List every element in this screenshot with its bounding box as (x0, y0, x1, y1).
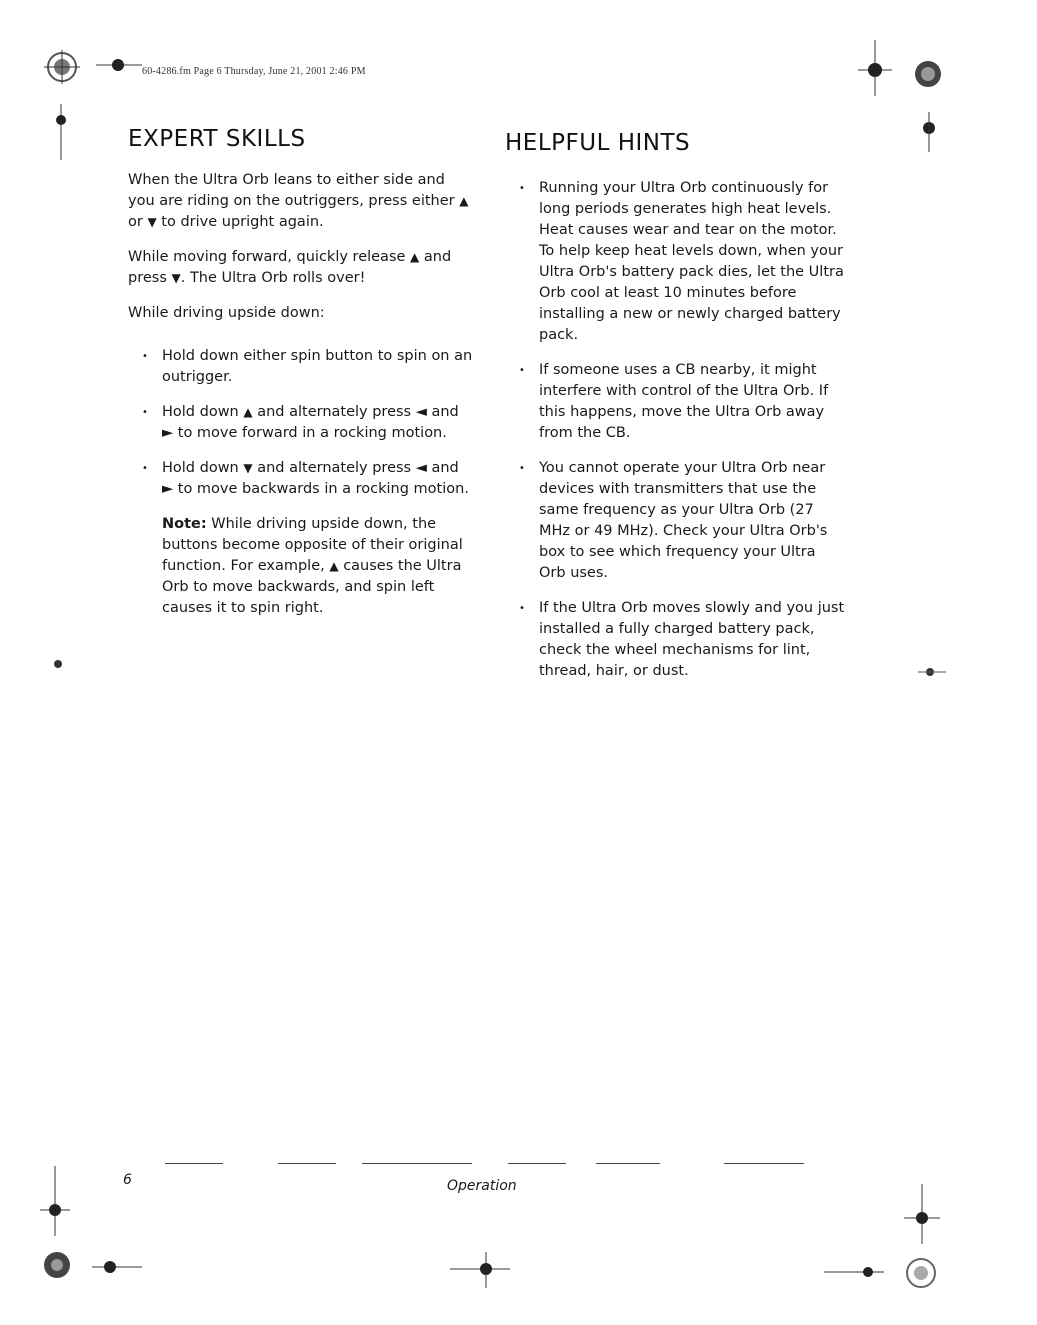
expert-paragraph-2: While moving forward, quickly release ▲ and press ▼. The Ultra Orb rolls over! (128, 249, 452, 286)
crosshair-mark-bottom-center (450, 1252, 510, 1288)
up-arrow-icon: ▲ (243, 405, 253, 419)
registration-mark-top-right (908, 56, 948, 92)
left-arrow-icon: ◄ (415, 460, 427, 476)
crosshair-mark-right-upper (914, 112, 944, 152)
crosshair-mark-bottom-left-2 (92, 1256, 142, 1278)
right-arrow-icon: ► (162, 425, 174, 441)
footer-rule (508, 1163, 566, 1164)
registration-mark-top-left (40, 48, 84, 86)
crosshair-mark-left-upper (46, 104, 76, 160)
left-arrow-icon: ◄ (415, 404, 427, 420)
footer-rule (362, 1163, 472, 1164)
footer-section-title: Operation (447, 1178, 517, 1194)
list-item: • If someone uses a CB nearby, it might interfere with control of the Ultra Orb. If this happens, move the Ultra Orb away from the CB. (539, 360, 845, 444)
crosshair-mark-right-middle (918, 662, 946, 682)
registration-mark-bottom-left (40, 1248, 74, 1282)
expert-paragraph-3: While driving upside down: (128, 305, 325, 321)
crosshair-mark-left-middle (48, 654, 68, 674)
helpful-hints-section (505, 130, 845, 696)
registration-mark-bottom-right (902, 1254, 940, 1292)
hints-list (539, 178, 845, 682)
down-arrow-icon: ▼ (243, 461, 253, 475)
up-arrow-icon: ▲ (329, 559, 339, 573)
note-paragraph: Note: While driving upside down, the buttons become opposite of their original function. For example, ▲ causes the Ultra Orb to move backwards, and spin left causes it to spin right. (162, 516, 463, 616)
crosshair-mark-bottom-right (904, 1184, 940, 1244)
expert-list (162, 346, 473, 500)
list-item: • You cannot operate your Ultra Orb near devices with transmitters that use the same frequency as your Ultra Orb (27 MHz or 49 MHz). Check your Ultra Orb's box to see which frequency your Ultra Orb uses. (539, 458, 845, 584)
expert-paragraph-1: When the Ultra Orb leans to either side and you are riding on the outriggers, press either ▲ or ▼ to drive upright again. (128, 172, 469, 230)
list-item: • Hold down ▼ and alternately press ◄ and ► to move backwards in a rocking motion. (162, 458, 473, 500)
helpful-hints-heading: HELPFUL HINTS (505, 130, 691, 156)
crosshair-mark-top-left (96, 54, 142, 76)
down-arrow-icon: ▼ (147, 215, 157, 229)
list-item: • Running your Ultra Orb continuously for long periods generates high heat levels. Heat causes wear and tear on the motor. To help keep heat levels down, when your Ultra Orb's battery pack dies, let the Ultra Orb cool at least 10 minutes before installing a new or newly charged battery pack. (539, 178, 845, 346)
expert-skills-heading: EXPERT SKILLS (128, 126, 306, 152)
file-slug-header: 60-4286.fm Page 6 Thursday, June 21, 2001 2:46 PM (142, 66, 366, 77)
right-arrow-icon: ► (162, 481, 174, 497)
note-label: Note: (162, 516, 207, 532)
crosshair-mark-bottom-right-2 (824, 1260, 884, 1284)
list-item: • Hold down ▲ and alternately press ◄ and ► to move forward in a rocking motion. (162, 402, 473, 444)
footer-rule (165, 1163, 223, 1164)
footer-rule (596, 1163, 660, 1164)
expert-skills-section (128, 126, 473, 619)
list-item: • If the Ultra Orb moves slowly and you just installed a fully charged battery pack, check the wheel mechanisms for lint, thread, hair, or dust. (539, 598, 845, 682)
up-arrow-icon: ▲ (410, 250, 420, 264)
down-arrow-icon: ▼ (171, 271, 181, 285)
footer-rule (724, 1163, 804, 1164)
footer-rule (278, 1163, 336, 1164)
page-number: 6 (123, 1172, 132, 1188)
crosshair-mark-top-right (858, 40, 892, 96)
crosshair-mark-bottom-left (40, 1166, 70, 1236)
up-arrow-icon: ▲ (459, 194, 469, 208)
list-item: • Hold down either spin button to spin on an outrigger. (162, 346, 473, 388)
